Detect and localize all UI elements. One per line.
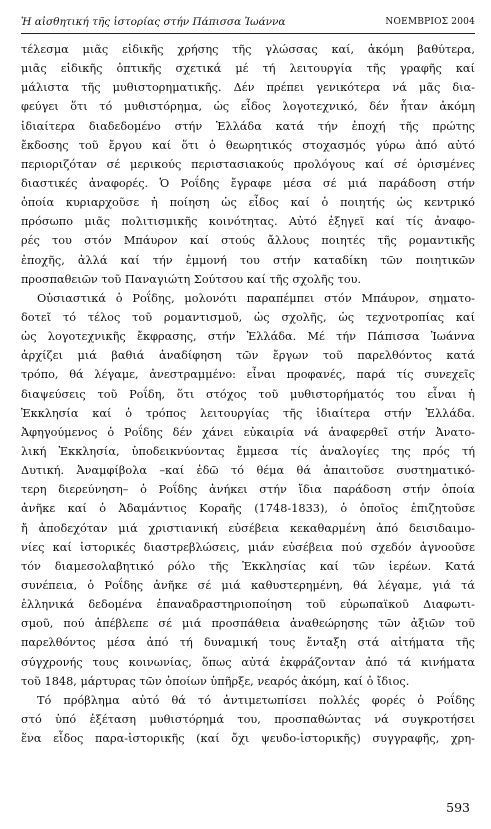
text-line: πρόσωπο μιᾶς πολιτισμικῆς κοινότητας. Αὐτό ἐξηγεῖ καί τίς ἀναφο- [21, 215, 475, 229]
text-line: ὡς λογοτεχνικῆς ἔκφρασης, στήν Ἑλλάδα. Μέ τήν Πάπισσα Ἰωάννα [21, 330, 475, 344]
text-line: ἔκδοσης τοῦ ἔργου καί ὅτι ὁ θεωρητικός στοχασμός γύρω ἀπό αὐτό [21, 138, 475, 152]
text-line: προσπαθειῶν τοῦ Παναγιώτη Σούτσου καί τῆς σχολῆς του. [21, 272, 362, 286]
text-line: ἑλληνικά δεδομένα ἐπαναδραστηριοποίηση τοῦ εὐρωπαϊκοῦ Διαφωτι- [21, 598, 475, 612]
paragraph [21, 691, 475, 748]
running-title: Ἡ αἰσθητική τῆς ἱστορίας στήν Πάπισσα Ἰωάννα [21, 16, 286, 28]
header-rule [21, 33, 475, 34]
text-line: λική Ἐκκλησία, ὑποδεικνύοντας ἔμμεσα τίς ἀναλογίες της πρός τή [21, 444, 475, 458]
page-number: 593 [446, 800, 470, 815]
text-line: Τό πρόβλημα αὐτό θά τό ἀντιμετωπίσει πολλές φορές ὁ Ροΐδης [37, 693, 475, 707]
text-line: Οὐσιαστικά ὁ Ροΐδης, μολονότι παραπέμπει στόν Μπάυρον, σηματο- [37, 291, 475, 305]
text-line: μιᾶς εἰδικῆς ὀπτικῆς σχετικά μέ τή λειτουργία τῆς γραφῆς καί [21, 62, 475, 76]
text-line: Ἀφηγούμενος ὁ Ροΐδης δέν χάνει εὐκαιρία νά ἀναφερθεῖ στήν Ἀνατο- [21, 425, 475, 439]
text-line: τέλεσμα μιᾶς εἰδικῆς χρήσης τῆς γλώσσας καί, ἀκόμη βαθύτερα, [21, 43, 475, 56]
text-line: διαψεύσεις τοῦ Ροΐδη, ὅτι στόχος τοῦ μυθιστορήματός του εἶναι ἡ [21, 387, 475, 401]
text-line: δοτεῖ τό τέλος τοῦ ρομαντισμοῦ, ὡς σχολῆς, ὡς τεχνοτροπίας καί [21, 310, 475, 324]
text-line: Ἐκκλησία καί ὁ τρόπος λειτουργίας τῆς ἰδιαίτερα στήν Ἑλλάδα. [21, 406, 475, 420]
text-line: τόν διαμεσολαβητικό ρόλο τῆς Ἐκκλησίας καί τῶν ἱερέων. Κατά [21, 559, 475, 573]
text-line: ἕνα εἶδος παρα-ἱστορικῆς (καί ὄχι ψευδο-ἱστορικῆς) συγγραφῆς, χρη- [21, 732, 475, 746]
paragraph [21, 40, 475, 289]
body-text [21, 40, 475, 748]
text-line: Δυτική. Ἀναμφίβολα –καί ἐδῶ τό θέμα θά ἀπαιτοῦσε συστηματικό- [21, 464, 475, 478]
text-line: σύγχρονής τους κοινωνίας, ὅπως αὐτά ἐκφράζονταν ἀπό τά κινήματα [21, 655, 475, 669]
text-line: μάλιστα τῆς μυθιστορηματικῆς. Δέν πρέπει γενικότερα νά μᾶς δια- [21, 81, 475, 95]
text-line: τρόπο, θά λέγαμε, ἀνεστραμμένο: εἶναι προφανές, παρά τίς συνεχεῖς [21, 368, 475, 382]
running-header [21, 16, 475, 28]
text-line: διαστικές ἀναφορές. Ὁ Ροΐδης ἔγραφε μέσα σέ μιά παράδοση στήν [21, 176, 475, 190]
text-line: παρελθόντος μέσα ἀπό τή δυναμική τους ἔνταξη στά αἰτήματα τῆς [21, 636, 475, 650]
text-line: νίες καί ἱστορικές διαστρεβλώσεις, μιάν εὐσέβεια πού σχεδόν ἀγνοοῦσε [21, 540, 475, 554]
paragraph [21, 289, 475, 691]
text-line: ρές του στόν Μπάυρον καί στούς ἄλλους ποιητές τῆς ρομαντικῆς [21, 234, 475, 248]
text-line: ἀνῆκε καί ὁ Ἀδαμάντιος Κοραῆς (1748-1833), ὁ ὁποῖος ἐπιζητοῦσε [21, 502, 475, 516]
text-line: στό ὑπό ἐξέταση μυθιστόρημά του, προσπαθώντας νά συγκροτήσει [21, 712, 475, 726]
issue-date: ΝΟΕΜΒΡΙΟΣ 2004 [385, 17, 475, 27]
text-line: σμοῦ, πού ἀπέβλεπε σέ μιά προσπάθεια ἀναθεώρησης τῶν ἀξιῶν τοῦ [21, 617, 475, 631]
text-line: συνέπεια, ὁ Ροΐδης ἀνῆκε σέ μιά καθυστερημένη, θά λέγαμε, γιά τά [21, 578, 475, 592]
text-line: ἐποχῆς, ἀλλά καί τήν ἐμμονή του στήν καταδίκη τῶν ποιητικῶν [21, 253, 475, 267]
text-line: περιοριζόταν σέ μερικούς περιστασιακούς προλόγους καί σέ ὁρισμένες [21, 157, 475, 171]
text-line: ἰδιαίτερα διαδεδομένο στήν Ἑλλάδα κατά τήν ἐποχή τῆς πρώτης [21, 119, 475, 133]
text-line: τερη διερεύνηση– ὁ Ροΐδης ἀνήκει στήν ἴδια παράδοση στήν ὁποία [21, 483, 475, 497]
text-line: ὁποία κυριαρχοῦσε ἡ ποίηση ὡς εἶδος καί ὁ ποιητής ὡς κεντρικό [21, 196, 475, 210]
text-line: φεύγει ὅτι τό μυθιστόρημα, ὡς εἶδος λογοτεχνικό, δέν ἦταν ἀκόμη [21, 100, 475, 114]
text-line: ἀρχίζει μιά βαθιά ἀναδίφηση τῶν ἔργων τοῦ παρελθόντος κατά [21, 349, 475, 363]
text-line: ἤ ἀποδεχόταν μιά χριστιανική εὐσέβεια κεκαθαρμένη ἀπό δεισιδαιμο- [21, 521, 475, 535]
text-line: τοῦ 1848, μάρτυρας τῶν ὁποίων ὑπῆρξε, νεαρός ἀκόμη, καί ὁ ἴδιος. [21, 674, 410, 688]
